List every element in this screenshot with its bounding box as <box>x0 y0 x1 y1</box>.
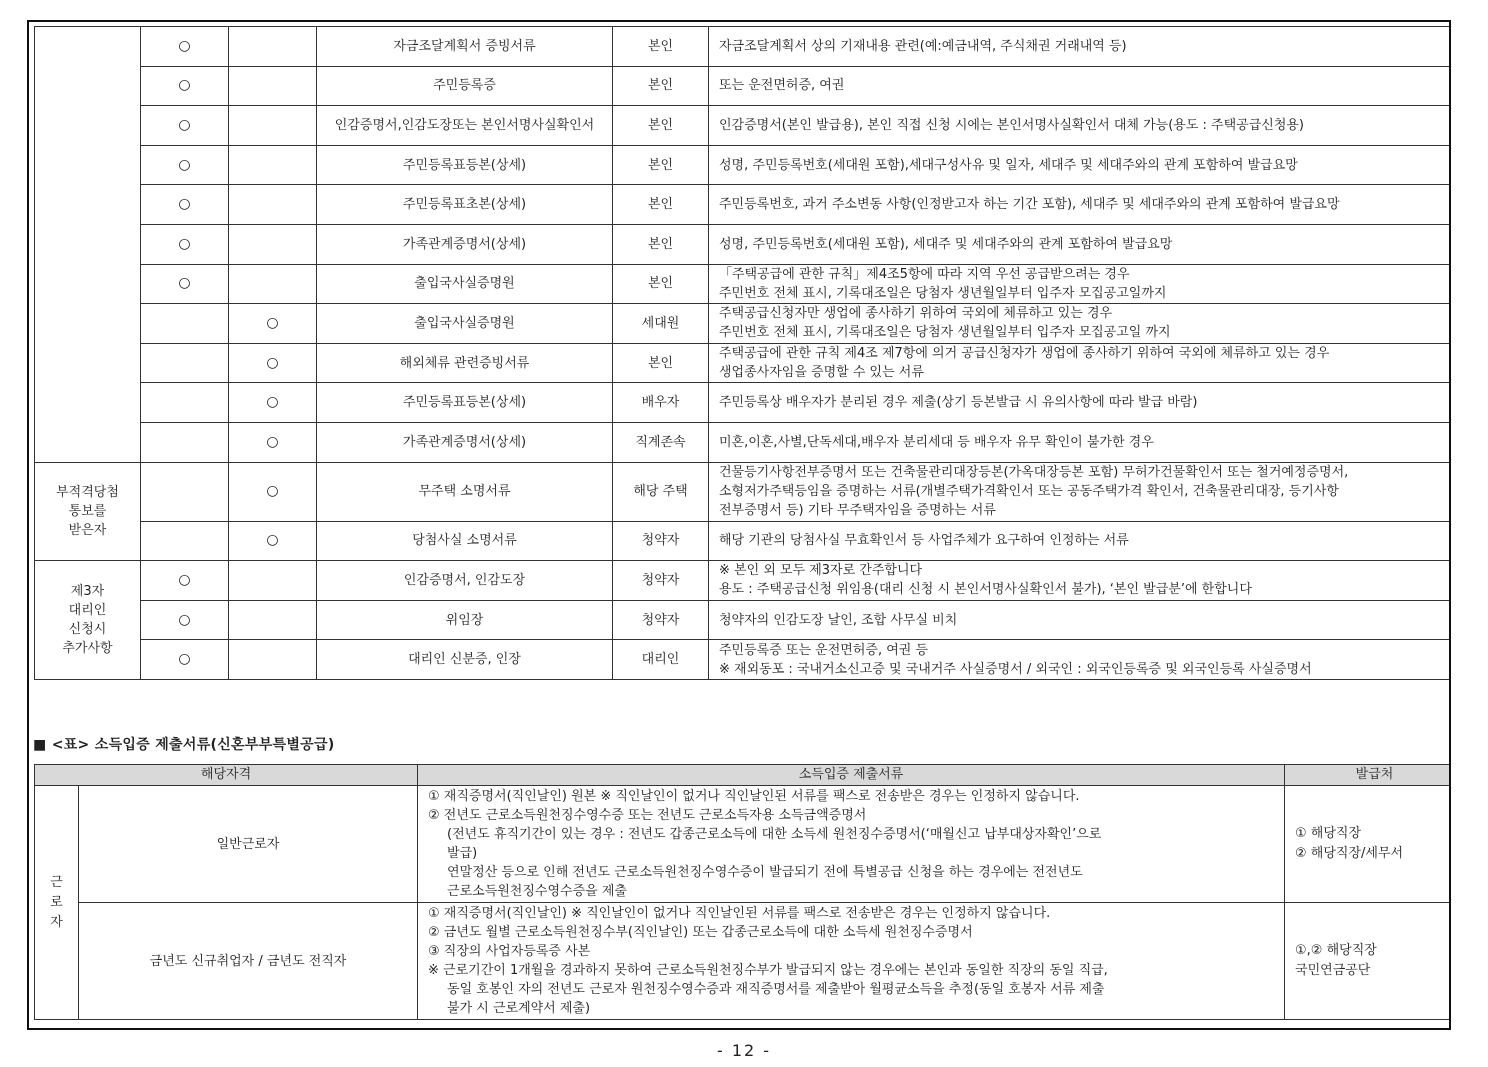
group-label-line: 부적격당첨 <box>56 484 119 500</box>
document-name: 자금조달계획서 증빙서류 <box>393 38 536 54</box>
table-row <box>35 145 1452 185</box>
remark-line: 주택공급신청자만 생업에 종사하기 위하여 국외에 체류하고 있는 경우 <box>719 306 1113 322</box>
issuer-line: ② 해당직장/세무서 <box>1295 846 1404 861</box>
document-name-cell <box>317 106 613 146</box>
remark-line: ※ 본인 외 모두 제3자로 간주합니다 <box>719 563 923 579</box>
document-line: 발급) <box>447 846 478 861</box>
document-subject: 청약자 <box>613 521 709 561</box>
issuer-cell <box>1285 903 1451 1020</box>
remark-cell <box>709 145 1452 185</box>
remark-line: 주민번호 전체 표시, 기록대조일은 당첨자 생년월일부터 입주자 모집공고일 까지 <box>719 325 1171 341</box>
remark-line: 건물등기사항전부증명서 또는 건축물관리대장등본(가옥대장등본 포함) 무허가건물확인서 또는 철거예정증명서, <box>719 465 1349 481</box>
check-mark-required <box>141 462 229 521</box>
document-name: 당첨사실 소명서류 <box>412 533 517 549</box>
document-name-cell <box>317 521 613 561</box>
check-mark-required <box>141 422 229 462</box>
table-row <box>35 422 1452 462</box>
remark-line: 용도 : 주택공급신청 위임용(대리 신청 시 본인서명사실확인서 불가), ‘본인 발급분’에 한합니다 <box>719 582 1252 598</box>
document-name-cell <box>317 462 613 521</box>
check-mark-required <box>141 304 229 344</box>
document-name-cell <box>317 343 613 383</box>
document-name-cell <box>317 264 613 304</box>
document-line: ③ 직장의 사업자등록증 사본 <box>428 944 591 959</box>
document-name: 가족관계증명서(상세) <box>402 236 527 252</box>
document-name: 출입국사실증명원 <box>414 276 515 292</box>
document-line: ① 재직증명서(직인날인) 원본 ※ 직인날인이 없거나 직인날인된 서류를 팩스로 전송받은 경우는 인정하지 않습니다. <box>428 789 1080 804</box>
document-line: 연말정산 등으로 인해 전년도 근로소득원천징수영수증이 발급되기 전에 특별공급 신청을 하는 경우에는 전전년도 <box>447 865 1083 880</box>
check-mark-required: ○ <box>141 27 229 67</box>
document-line: ② 금년도 월별 근로소득원천징수부(직인날인) 또는 갑종근로소득에 대한 소득세 원천징수증명서 <box>428 925 973 940</box>
document-name-cell <box>317 224 613 264</box>
group-label-line: 받은자 <box>68 522 107 538</box>
document-subject: 청약자 <box>613 600 709 640</box>
remark-line: 전부증명서 등) 기타 무주택자임을 증명하는 서류 <box>719 503 996 519</box>
remark-cell <box>709 640 1452 680</box>
document-name: 주민등록표등본(상세) <box>402 157 527 173</box>
section-title: ■ <표> 소득입증 제출서류(신혼부부특별공급) <box>33 737 335 753</box>
document-subject: 본인 <box>613 145 709 185</box>
group-label-line: 신청시 <box>68 622 107 638</box>
group-label-line: 추가사항 <box>62 641 113 657</box>
check-mark-required: ○ <box>141 264 229 304</box>
remark-line: 자금조달계획서 상의 기재내용 관련(예:예금내역, 주식채권 거래내역 등) <box>719 38 1127 54</box>
group-label-line: 통보를 <box>68 503 107 519</box>
check-mark-conditional <box>229 27 317 67</box>
table-row <box>35 903 1452 1020</box>
check-mark-required: ○ <box>141 224 229 264</box>
check-mark-conditional <box>229 640 317 680</box>
check-mark-conditional: ○ <box>229 462 317 521</box>
group-label-cell <box>35 462 141 561</box>
check-mark-required: ○ <box>141 66 229 106</box>
remark-line: 인감증명서(본인 발급용), 본인 직접 신청 시에는 본인서명사실확인서 대체 가능(용도 : 주택공급신청용) <box>719 117 1305 133</box>
check-mark-conditional <box>229 264 317 304</box>
table-row <box>35 224 1452 264</box>
document-subject: 본인 <box>613 106 709 146</box>
issuer-line: ①,② 해당직장 <box>1295 943 1377 958</box>
header-issuer: 발급처 <box>1285 765 1451 786</box>
remark-cell <box>709 422 1452 462</box>
check-mark-required: ○ <box>141 600 229 640</box>
check-mark-conditional: ○ <box>229 521 317 561</box>
check-mark-required: ○ <box>141 561 229 601</box>
document-subject: 본인 <box>613 264 709 304</box>
remark-cell <box>709 224 1452 264</box>
document-line: 불가 시 근로계약서 제출) <box>447 1001 591 1016</box>
table-row <box>35 264 1452 304</box>
remark-cell <box>709 27 1452 67</box>
income-table-header <box>35 765 1452 786</box>
document-subject: 대리인 <box>613 640 709 680</box>
group-label-line: 제3자 <box>70 584 105 600</box>
document-subject: 직계존속 <box>613 422 709 462</box>
issuer-cell <box>1285 786 1451 903</box>
remark-cell <box>709 600 1452 640</box>
document-line: ② 전년도 근로소득원천징수영수증 또는 전년도 근로소득자용 소득금액증명서 <box>428 808 867 823</box>
document-subject: 배우자 <box>613 383 709 423</box>
document-name-cell <box>317 304 613 344</box>
remark-line: 성명, 주민등록번호(세대원 포함),세대구성사유 및 일자, 세대주 및 세대주와의 관계 포함하여 발급요망 <box>719 157 1298 173</box>
check-mark-conditional: ○ <box>229 422 317 462</box>
document-name: 위임장 <box>445 612 484 628</box>
document-name: 가족관계증명서(상세) <box>402 434 527 450</box>
check-mark-required: ○ <box>141 106 229 146</box>
remark-line: 성명, 주민등록번호(세대원 포함), 세대주 및 세대주와의 관계 포함하여 발급요망 <box>719 236 1173 252</box>
document-subject: 세대원 <box>613 304 709 344</box>
document-page <box>27 20 1451 1030</box>
header-qualification: 해당자격 <box>35 765 418 786</box>
document-subject: 해당 주택 <box>613 462 709 521</box>
document-name: 인감증명서, 인감도장 <box>403 572 526 588</box>
remark-line: 해당 기관의 당첨사실 무효확인서 등 사업주체가 요구하여 인정하는 서류 <box>719 533 1129 549</box>
remark-cell <box>709 304 1452 344</box>
document-name-cell <box>317 600 613 640</box>
income-proof-table <box>34 764 1451 1020</box>
remark-line: 주민등록번호, 과거 주소변동 사항(인정받고자 하는 기간 포함), 세대주 및 세대주와의 관계 포함하여 발급요망 <box>719 197 1340 213</box>
remark-cell <box>709 264 1452 304</box>
document-name: 인감증명서,인감도장 <box>334 117 452 133</box>
table-row <box>35 27 1452 67</box>
table-row <box>35 383 1452 423</box>
document-name: 주민등록표등본(상세) <box>402 395 527 411</box>
document-name: 또는 본인서명사실확인서 <box>451 117 595 133</box>
remark-line: 미혼,이혼,사별,단독세대,배우자 분리세대 등 배우자 유무 확인이 불가한 경우 <box>719 434 1154 450</box>
document-name-cell <box>317 640 613 680</box>
document-name-cell <box>317 383 613 423</box>
document-name-cell <box>317 66 613 106</box>
table-row <box>35 343 1452 383</box>
group-label-cell <box>35 27 141 463</box>
remark-cell <box>709 521 1452 561</box>
table-row <box>35 600 1452 640</box>
check-mark-conditional <box>229 145 317 185</box>
document-line: 근로소득원천징수영수증을 제출 <box>447 884 627 899</box>
document-subject: 본인 <box>613 185 709 225</box>
document-name: 주민등록증 <box>433 78 496 94</box>
documents-cell <box>418 903 1285 1020</box>
header-documents: 소득입증 제출서류 <box>418 765 1285 786</box>
document-name-cell <box>317 145 613 185</box>
category-char: 자 <box>50 914 63 930</box>
check-mark-required <box>141 521 229 561</box>
document-subject: 본인 <box>613 66 709 106</box>
category-char: 근 <box>50 874 63 890</box>
table-row <box>35 66 1452 106</box>
document-subject: 본인 <box>613 343 709 383</box>
qualification-cell: 일반근로자 <box>79 786 418 903</box>
remark-cell <box>709 66 1452 106</box>
check-mark-conditional: ○ <box>229 304 317 344</box>
remark-cell <box>709 383 1452 423</box>
table-row <box>35 521 1452 561</box>
check-mark-conditional: ○ <box>229 343 317 383</box>
check-mark-required: ○ <box>141 145 229 185</box>
check-mark-conditional <box>229 600 317 640</box>
qualification-cell: 금년도 신규취업자 / 금년도 전직자 <box>79 903 418 1020</box>
remark-line: ※ 재외동포 : 국내거소신고증 및 국내거주 사실증명서 / 외국인 : 외국인등록증 및 외국인등록 사실증명서 <box>719 661 1312 677</box>
remark-cell <box>709 561 1452 601</box>
remark-cell <box>709 185 1452 225</box>
check-mark-required <box>141 383 229 423</box>
remark-line: 주민번호 전체 표시, 기록대조일은 당첨자 생년월일부터 입주자 모집공고일까지 <box>719 285 1167 301</box>
category-cell <box>35 786 79 1020</box>
issuer-line: 국민연금공단 <box>1295 963 1371 978</box>
check-mark-conditional: ○ <box>229 383 317 423</box>
document-name: 주민등록표초본(상세) <box>402 197 527 213</box>
check-mark-conditional <box>229 66 317 106</box>
document-line: ※ 근로기간이 1개월을 경과하지 못하여 근로소득원천징수부가 발급되지 않는 경우에는 본인과 동일한 직장의 동일 직급, <box>428 963 1108 978</box>
page-number: - 12 - <box>716 1041 772 1060</box>
check-mark-conditional <box>229 106 317 146</box>
required-documents-table <box>34 26 1451 680</box>
document-name: 대리인 신분증, 인장 <box>408 652 521 668</box>
table-row <box>35 106 1452 146</box>
check-mark-required <box>141 343 229 383</box>
document-line: (전년도 휴직기간이 있는 경우 : 전년도 갑종근로소득에 대한 소득세 원천징수증명서(‘매월신고 납부대상자확인’으로 <box>447 827 1102 842</box>
remark-line: 또는 운전면허증, 여권 <box>719 78 845 94</box>
document-name: 무주택 소명서류 <box>418 484 511 500</box>
check-mark-conditional <box>229 224 317 264</box>
group-label-line: 대리인 <box>68 603 107 619</box>
remark-line: 소형저가주택등임을 증명하는 서류(개별주택가격확인서 또는 공동주택가격 확인서, 건축물관리대장, 등기사항 <box>719 484 1339 500</box>
remark-line: 「주택공급에 관한 규칙」제4조5항에 따라 지역 우선 공급받으려는 경우 <box>719 266 1130 282</box>
remark-cell <box>709 106 1452 146</box>
remark-cell <box>709 343 1452 383</box>
table-row <box>35 462 1452 521</box>
table-row <box>35 304 1452 344</box>
document-subject: 본인 <box>613 27 709 67</box>
document-name: 해외체류 관련증빙서류 <box>399 355 530 371</box>
group-label-cell <box>35 561 141 680</box>
check-mark-conditional <box>229 561 317 601</box>
remark-cell <box>709 462 1452 521</box>
document-name-cell <box>317 27 613 67</box>
check-mark-conditional <box>229 185 317 225</box>
documents-cell <box>418 786 1285 903</box>
remark-line: 주민등록상 배우자가 분리된 경우 제출(상기 등본발급 시 유의사항에 따라 발급 바람) <box>719 395 1198 411</box>
table-row <box>35 185 1452 225</box>
document-name-cell <box>317 561 613 601</box>
document-subject: 청약자 <box>613 561 709 601</box>
document-subject: 본인 <box>613 224 709 264</box>
document-name: 출입국사실증명원 <box>414 315 515 331</box>
document-line: 동일 호봉인 자의 전년도 근로자 원천징수영수증과 재직증명서를 제출받아 월평균소득을 추정(동일 호봉자 서류 제출 <box>447 982 1105 997</box>
check-mark-required: ○ <box>141 185 229 225</box>
table-row <box>35 786 1452 903</box>
table-row <box>35 561 1452 601</box>
issuer-line: ① 해당직장 <box>1295 826 1362 841</box>
category-char: 로 <box>50 894 63 910</box>
check-mark-required: ○ <box>141 640 229 680</box>
remark-line: 청약자의 인감도장 날인, 조합 사무실 비치 <box>719 612 958 628</box>
remark-line: 생업종사자임을 증명할 수 있는 서류 <box>719 365 924 381</box>
document-line: ① 재직증명서(직인날인) ※ 직인날인이 없거나 직인날인된 서류를 팩스로 전송받은 경우는 인정하지 않습니다. <box>428 906 1051 921</box>
remark-line: 주민등록증 또는 운전면허증, 여권 등 <box>719 642 929 658</box>
remark-line: 주택공급에 관한 규칙 제4조 제7항에 의거 공급신청자가 생업에 종사하기 위하여 국외에 체류하고 있는 경우 <box>719 346 1330 362</box>
document-name-cell <box>317 422 613 462</box>
table-row <box>35 640 1452 680</box>
document-name-cell <box>317 185 613 225</box>
